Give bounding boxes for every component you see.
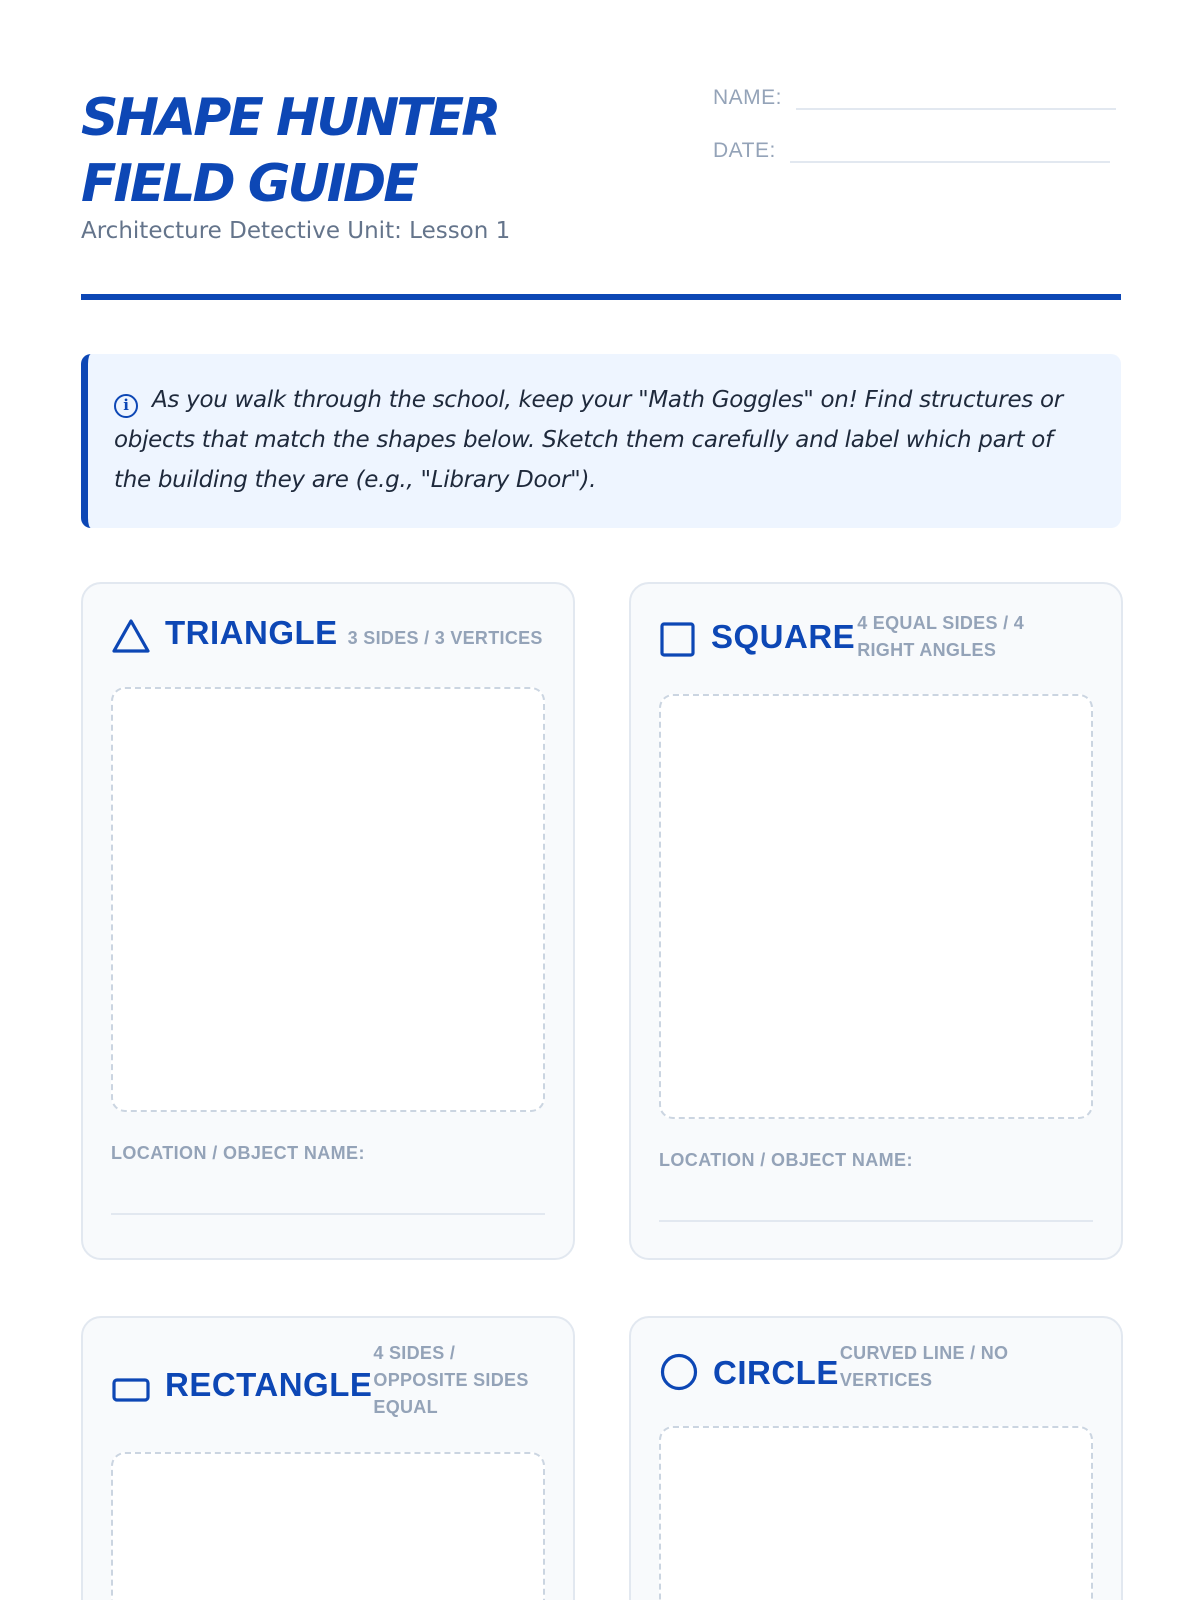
shape-title: CIRCLE [713,1354,839,1391]
shape-description: 4 SIDES / OPPOSITE SIDES EQUAL [373,1343,529,1417]
card-header [659,614,1047,664]
lesson-subtitle: Architecture Detective Unit: Lesson 1 [81,218,511,244]
card-header [111,1343,543,1421]
sketch-area[interactable] [111,687,545,1112]
rectangle-card [81,1316,575,1600]
name-line[interactable] [796,88,1116,110]
instructions-paragraph [114,380,1091,500]
triangle-card [81,582,575,1260]
shape-title: SQUARE [711,618,856,655]
sketch-area[interactable] [659,694,1093,1119]
worksheet-title [81,85,661,217]
instructions-text: As you walk through the school, keep your "Math Goggles" on! Find structures or objects that match the shapes below. Sketch them carefully and label which part of the building they are (e.g., "Library Door"). [114,387,1063,493]
name-label: NAME: [713,86,783,109]
rectangle-icon [111,1370,151,1408]
location-label: LOCATION / OBJECT NAME: [659,1150,913,1170]
shape-description: 3 SIDES / 3 VERTICES [347,628,543,648]
instructions-callout [81,354,1121,528]
info-icon: i [114,394,138,418]
title-line-2: FIELD GUIDE [81,154,416,214]
sketch-area[interactable] [659,1426,1093,1600]
name-field[interactable] [713,86,1116,110]
sketch-area[interactable] [111,1452,545,1600]
location-input-line[interactable] [659,1220,1093,1222]
location-label: LOCATION / OBJECT NAME: [111,1143,365,1163]
circle-card [629,1316,1123,1600]
date-line[interactable] [790,141,1110,163]
square-card [629,582,1123,1260]
card-header [659,1343,1030,1394]
title-line-1: SHAPE HUNTER [81,88,499,148]
shape-title: RECTANGLE [165,1366,373,1403]
square-icon [659,620,697,658]
card-header [111,614,543,655]
shape-description: 4 EQUAL SIDES / 4 RIGHT ANGLES [857,613,1025,660]
header-divider [81,294,1121,300]
circle-icon [659,1352,699,1392]
shape-description: CURVED LINE / NO VERTICES [839,1343,1009,1390]
shape-title: TRIANGLE [165,614,338,651]
date-field[interactable] [713,139,1110,163]
date-label: DATE: [713,139,776,162]
triangle-icon [111,617,151,655]
location-input-line[interactable] [111,1213,545,1215]
